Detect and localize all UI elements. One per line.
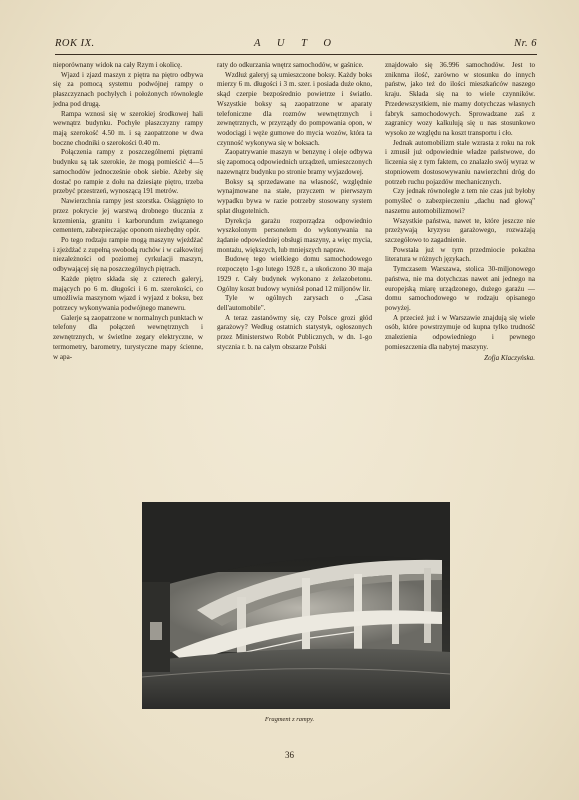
header-issue-number: Nr. 6 <box>514 38 537 49</box>
text-column-1 <box>53 61 203 362</box>
paragraph: Wjazd i zjazd maszyn z piętra na piętro odbywa się za pomocą systemu podwójnej rampy o płaszczyznach pochyłych i położonych równolegle jedna pod drugą. <box>53 70 203 108</box>
paragraph: Wzdłuż galeryj są umieszczone boksy. Każdy boks mierzy 6 m. długości i 3 m. szer. i posiada duże okno, skąd czerpie bezpośrednio powietrze i światło. Wszystkie boksy są zaopatrzone w aparaty telefoniczne dla rozmów wewnętrznych i zewnętrznych, w przyrządy do pompowania opon, w wodociągi i węże gumowe do mycia wozów, która ta czynność wykonywa się w boksach. <box>217 70 372 147</box>
header-journal-title: A U T O <box>254 38 338 49</box>
paragraph: Nawierzchnia rampy jest szorstka. Osiągnięto to przez pokrycie jej warstwą drobnego tłucznia z krzemienia, granitu i karborundum związanego cementem, zabezpieczając oponom niezbędny opór. <box>53 197 203 235</box>
paragraph: znajdowało się 36.996 samochodów. Jest to zniknma ilość, zarówno w stosunku do innych państw, jako też do ilości mieszkańców naszego kraju. Składa się na to wiele czynników. Przedewszystkiem, nie mamy dotychczas własnych fabryk samochodowych. Sprowadzane zaś z zagranicy wozy kalkulują się u nas stosunkowo wysoko ze względu na koszt transportu i cło. <box>385 61 535 138</box>
paragraph: Rampa wznosi się w szerokiej środkowej hali wewnątrz budynku. Pochyłe płaszczyzny rampy mają szerokość 4.50 m. i są zaopatrzone w dwa boczne chodniki o szerokości 0.40 m. <box>53 109 203 147</box>
text-column-2 <box>217 61 372 353</box>
paragraph: Po tego rodzaju rampie mogą maszyny wjeżdżać i zjeżdżać z zupełną swobodą ruchów i w całkowitej niezależności od poziomej cyrkulacji maszyn, odbywającej się na poszczególnych piętrach. <box>53 235 203 274</box>
paragraph: Powstała już w tym przedmiocie pokaźna literatura w różnych językach. <box>385 245 535 264</box>
paragraph: Połączenia rampy z poszczególnemi piętrami budynku są tak szerokie, że mogą pomieścić 4—5 samochodów jednocześnie obok siebie. Ażeby się dostać po rampie z dołu na dziesiąte piętro, trzeba przebyć przestrzeń, wynoszącą 191 metrów. <box>53 148 203 196</box>
paragraph: A przecież już i w Warszawie znajdują się wiele osób, które powstrzymuje od kupna tylko trudność znalezienia odpowiedniego i pewnego pomieszczenia dla nabytej maszyny. <box>385 313 535 351</box>
page-number: 36 <box>285 750 294 760</box>
paragraph: Tyle w ogólnych zarysach o „Casa dell'automobile". <box>217 294 372 312</box>
paragraph: Galerje są zaopatrzone w normalnych punktach w telefony dla połączeń wewnętrznych i zewnętrznych, w świetlne zegary elektryczne, w termometry, barometry, turystyczne mapy ścienne, w apa- <box>53 313 203 361</box>
paragraph: nieporównany widok na cały Rzym i okolicę. <box>53 61 183 69</box>
photo-caption: Fragment z rampy. <box>264 716 315 723</box>
paragraph: A teraz zastanówmy się, czy Polsce grozi głód garażowy? Według ostatnich statystyk, ogłoszonych przez Ministerstwo Robót Publicznych, w dn. 1-go stycznia r. b. na całym obszarze Polski <box>217 313 372 351</box>
ramp-photograph <box>142 502 450 709</box>
author-signature: Zofja Klaczyńska. <box>484 353 535 362</box>
paragraph: Zaopatrywanie maszyn w benzynę i oleje odbywa się zapomocą odpowiednich urządzeń, umieszczonych nazewnątrz budynku po stronie bramy wyjazdowej. <box>217 148 373 176</box>
paragraph: Budowę tego wielkiego domu samochodowego rozpoczęto 1-go lutego 1928 r., a ukończono 30 maja 1929 r. Cały budynek wykonano z żelazobetonu. Ogólny koszt budowy wyniósł ponad 12 miljonów lir. <box>217 255 372 293</box>
header-year: ROK IX. <box>55 38 95 49</box>
paragraph: Czy jednak równolegle z tem nie czas już byłoby pomyśleć o zabezpieczeniu „dachu nad głową" naszemu automobilizmowi? <box>385 187 535 215</box>
paragraph: Każde piętro składa się z czterech galeryj, mających po 6 m. długości i 6 m. szerokości, co umożliwia maszynom wjazd i wyjazd z boksu, bez potrzecy wykonywania podwójnego manewru. <box>53 274 203 312</box>
text-column-3 <box>385 61 535 363</box>
paragraph: Boksy są sprzedawane na własność, względnie wynajmowane na stałe, przyczem w pierwszym wypadku bywa w razie potrzeby stosowany system spłat długotelnich. <box>217 177 372 215</box>
paragraph: Tymczasem Warszawa, stolica 30-miljonowego państwa, nie ma dotychczas nawet ani jednego na europejską miarę urządzonego, dużego garażu — domu samochodowego w rodzaju opisanego powyżej. <box>385 265 535 312</box>
paragraph: Jednak automobilizm stale wzrasta z roku na rok i zmusił już odpowiednie władze państwowe, do liczenia się z tym faktem, co znalazło swój wyraz w stopniowem dostosowywaniu nawierzchni dróg do potrzeb ruchu pojazdów mechanicznych. <box>385 138 535 186</box>
paragraph: Wszystkie państwa, nawet te, które jeszcze nie przeżywają kryzysu garażowego, rozważają szczegółowo to zagadnienie. <box>385 216 535 244</box>
header-rule <box>55 54 537 55</box>
paragraph: Dyrekcja garażu rozporządza odpowiednio wyszkolonym personelem do wykonywania na żądanie odpowiedniej obsługi maszyny, a więc mycia, montażu, większych, lub mniejszych napraw. <box>217 216 372 254</box>
running-header <box>55 38 537 52</box>
paragraph: raty do odkurzania wnętrz samochodów, w gaśnice. <box>217 61 364 69</box>
